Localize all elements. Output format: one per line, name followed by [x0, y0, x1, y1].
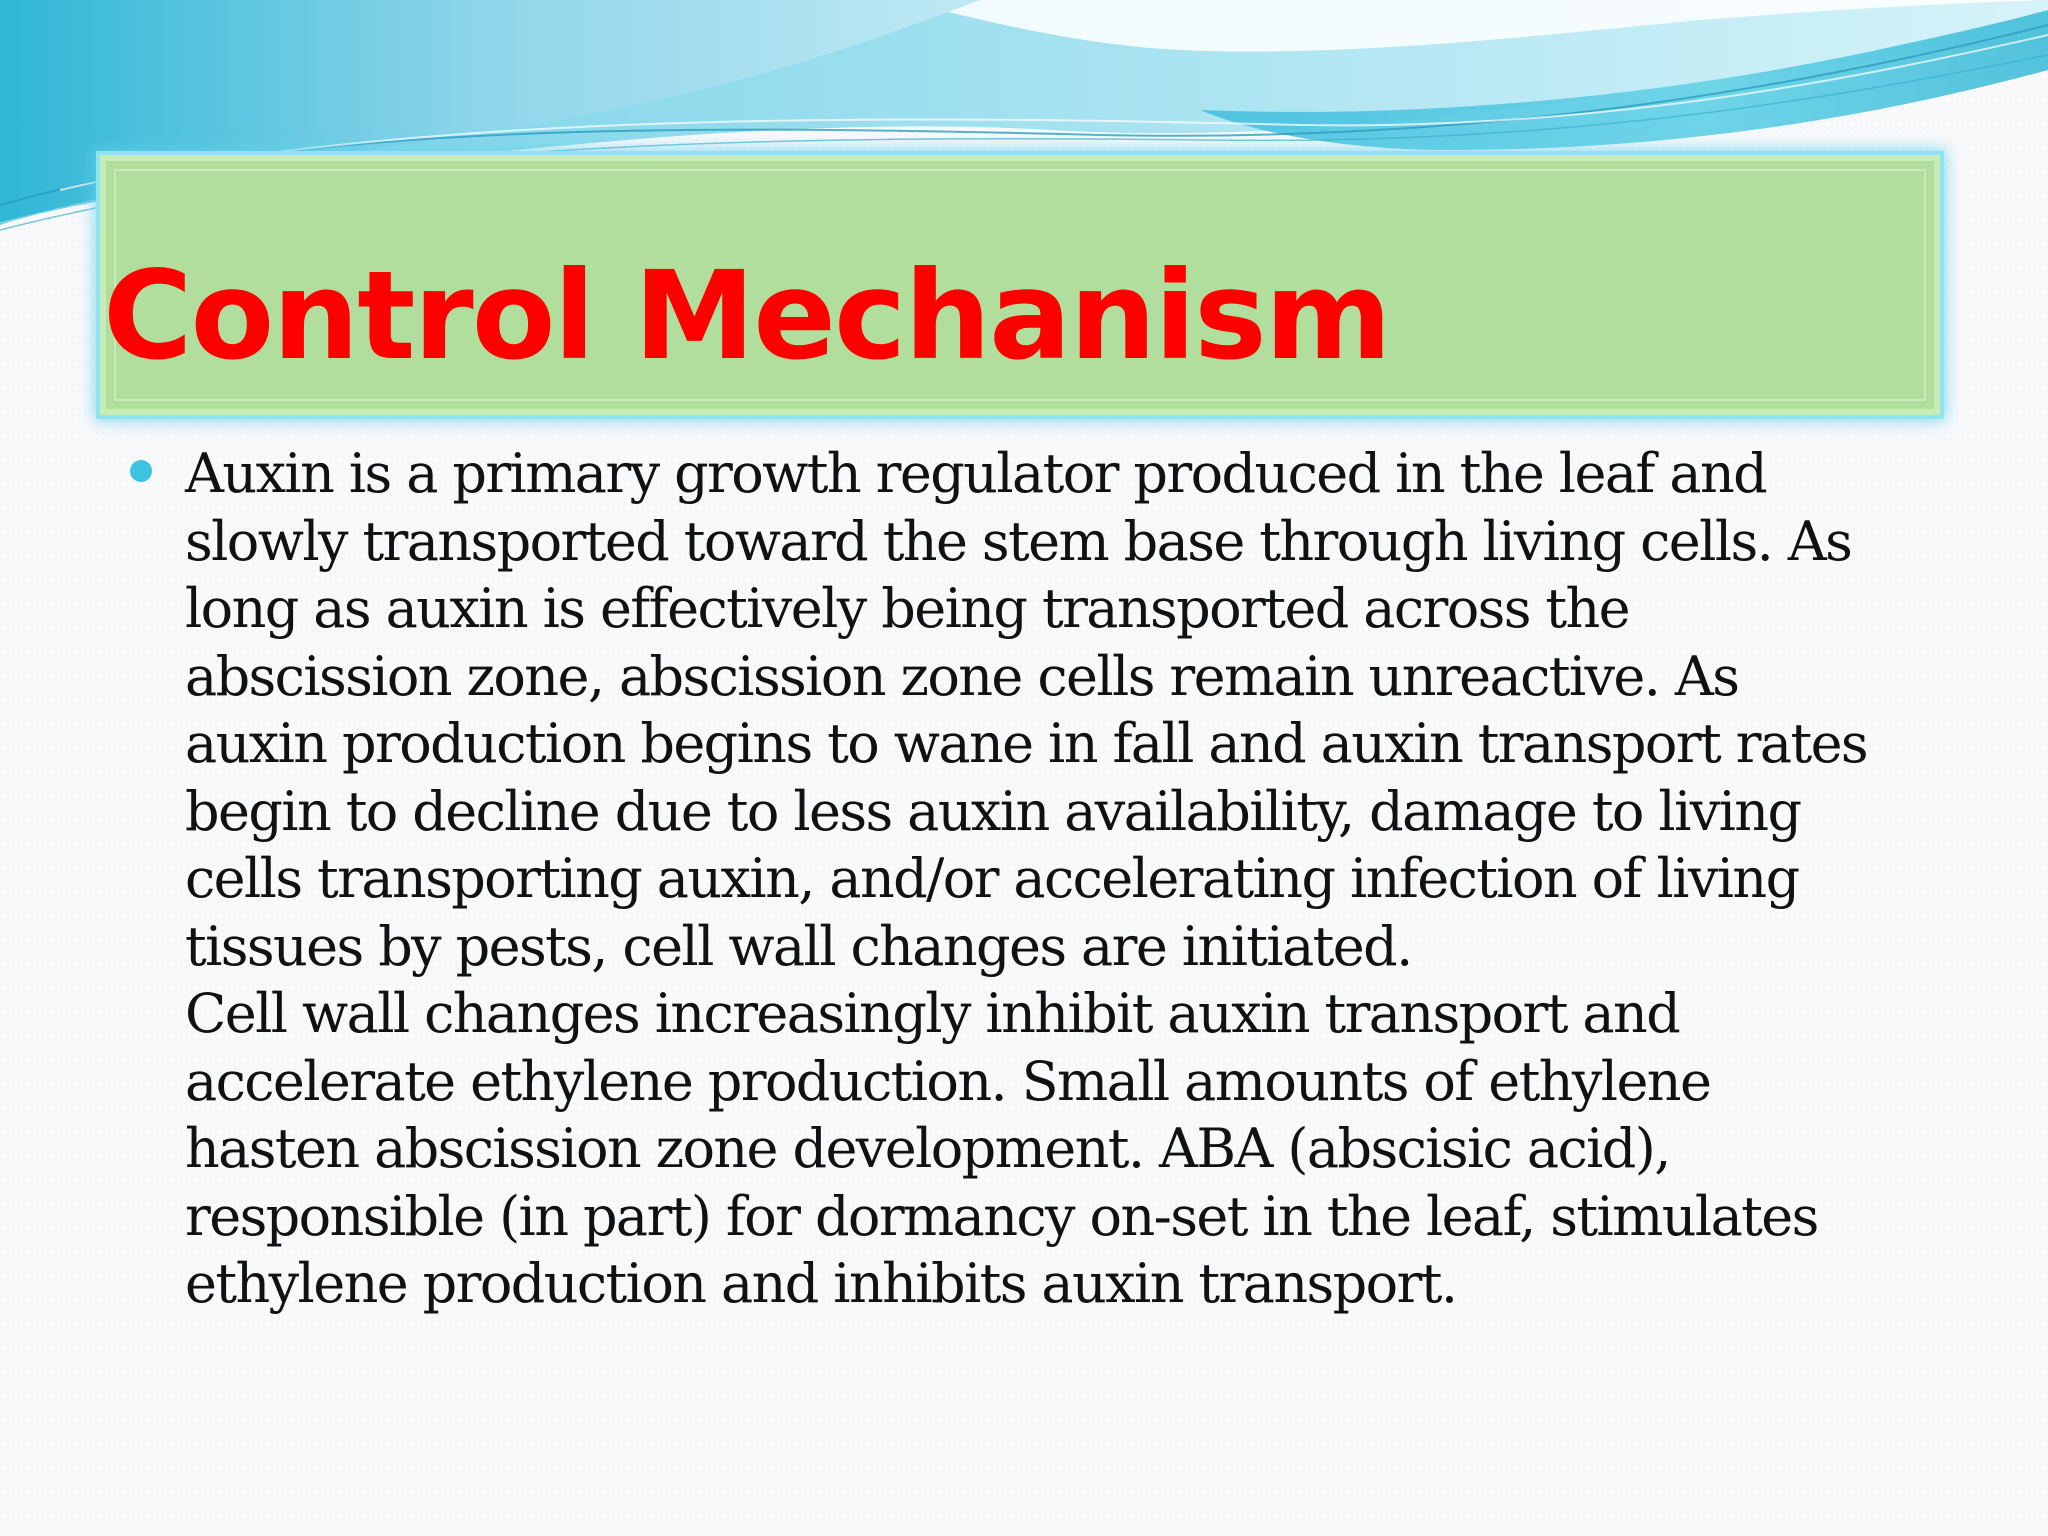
- body-line: hasten abscission zone development. ABA (abscisic acid),: [185, 1117, 1670, 1180]
- body-paragraph: [185, 440, 1975, 1318]
- body-line: responsible (in part) for dormancy on-set in the leaf, stimulates: [185, 1184, 1818, 1248]
- body-line: Cell wall changes increasingly inhibit auxin transport and: [185, 982, 1680, 1045]
- body-line: begin to decline due to less auxin availability, damage to living: [185, 779, 1801, 843]
- slide-title: Control Mechanism: [103, 245, 1390, 387]
- body-line: ethylene production and inhibits auxin transport.: [185, 1252, 1457, 1315]
- bullet-icon: [130, 460, 152, 482]
- body-line: abscission zone, abscission zone cells remain unreactive. As: [185, 644, 1739, 708]
- body-line: long as auxin is effectively being transported across the: [185, 577, 1630, 640]
- body-line: tissues by pests, cell wall changes are initiated.: [185, 914, 1412, 978]
- body-line: auxin production begins to wane in fall and auxin transport rates: [185, 712, 1868, 775]
- body-line: cells transporting auxin, and/or accelerating infection of living: [185, 847, 1799, 910]
- body-line: Auxin is a primary growth regulator produced in the leaf and: [185, 442, 1767, 505]
- body-line: slowly transported toward the stem base through living cells. As: [185, 509, 1852, 573]
- body-line: accelerate ethylene production. Small amounts of ethylene: [185, 1049, 1711, 1113]
